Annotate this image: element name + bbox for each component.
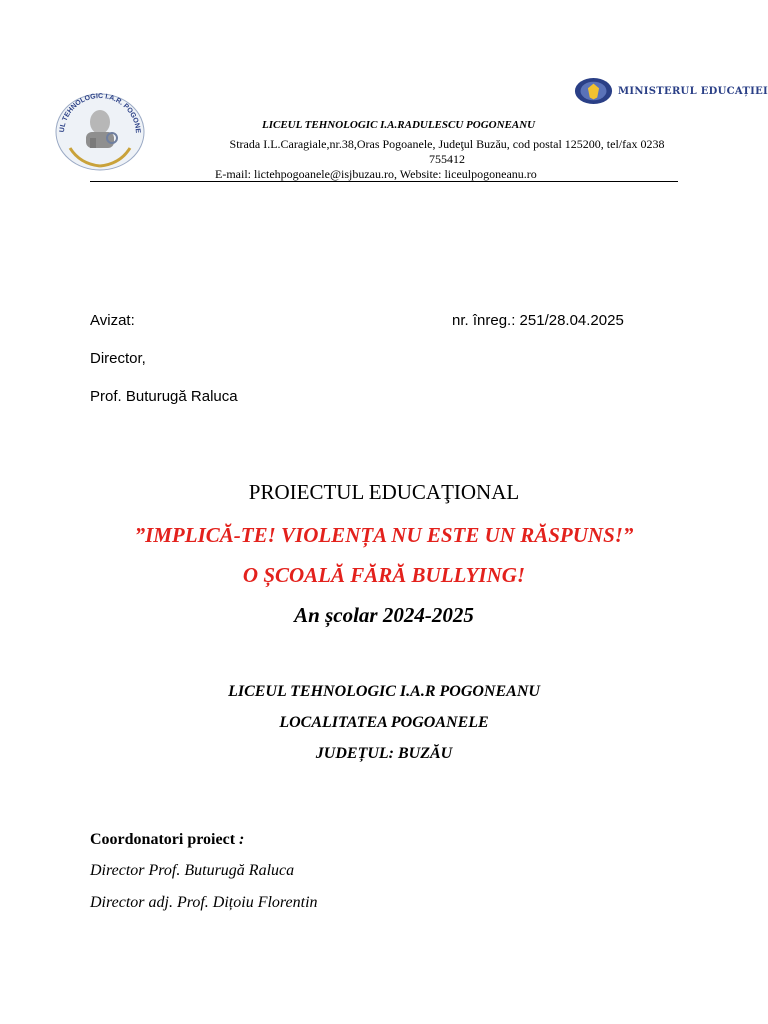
coordinator-item: Director adj. Prof. Dițoiu Florentin [90, 894, 318, 911]
svg-text:LICEUL TEHNOLOGIC I.A.R. POGON: UL TEHNOLOGIC I.A.R. POGONE [58, 92, 142, 134]
header-contact: E-mail: lictehpogoanele@isjbuzau.ro, Website: liceulpogoneanu.ro [215, 167, 537, 181]
header-address: Strada I.L.Caragiale,nr.38,Oras Pogoanele, Judeţul Buzău, cod postal 125200, tel/fax 0238 755412 [229, 137, 665, 166]
institution-locality: LOCALITATEA POGOANELE [279, 714, 489, 731]
avizat-label: Avizat: [90, 312, 135, 329]
project-subtitle-slogan: ”IMPLICĂ-TE! VIOLENȚA NU ESTE UN RĂSPUNS!” [134, 523, 634, 547]
institution-county: JUDEȚUL: BUZĂU [315, 745, 453, 762]
school-logo [50, 86, 150, 172]
coordinators-label-suffix: : [235, 831, 245, 848]
project-subtitle-school: O ȘCOALĂ FĂRĂ BULLYING! [242, 563, 526, 587]
coordinators-label: Coordonatori proiect [90, 831, 236, 848]
ministry-name: MINISTERUL EDUCAȚIEI [618, 85, 768, 97]
registration-number: nr. înreg.: 251/28.04.2025 [452, 312, 624, 329]
header-school-name: LICEUL TEHNOLOGIC I.A.RADULESCU POGONEANU [262, 119, 536, 131]
director-role: Director, [90, 350, 146, 367]
coordinator-item: Director Prof. Buturugă Raluca [90, 862, 295, 879]
ministry-emblem-icon [574, 76, 613, 106]
header-divider [90, 181, 678, 182]
project-title: PROIECTUL EDUCAŢIONAL [248, 480, 520, 504]
project-school-year: An școlar 2024-2025 [294, 603, 474, 627]
coordinators-heading [90, 831, 244, 849]
ministry-logo [574, 75, 768, 107]
director-name: Prof. Buturugă Raluca [90, 388, 238, 405]
institution-name: LICEUL TEHNOLOGIC I.A.R POGONEANU [228, 683, 540, 700]
